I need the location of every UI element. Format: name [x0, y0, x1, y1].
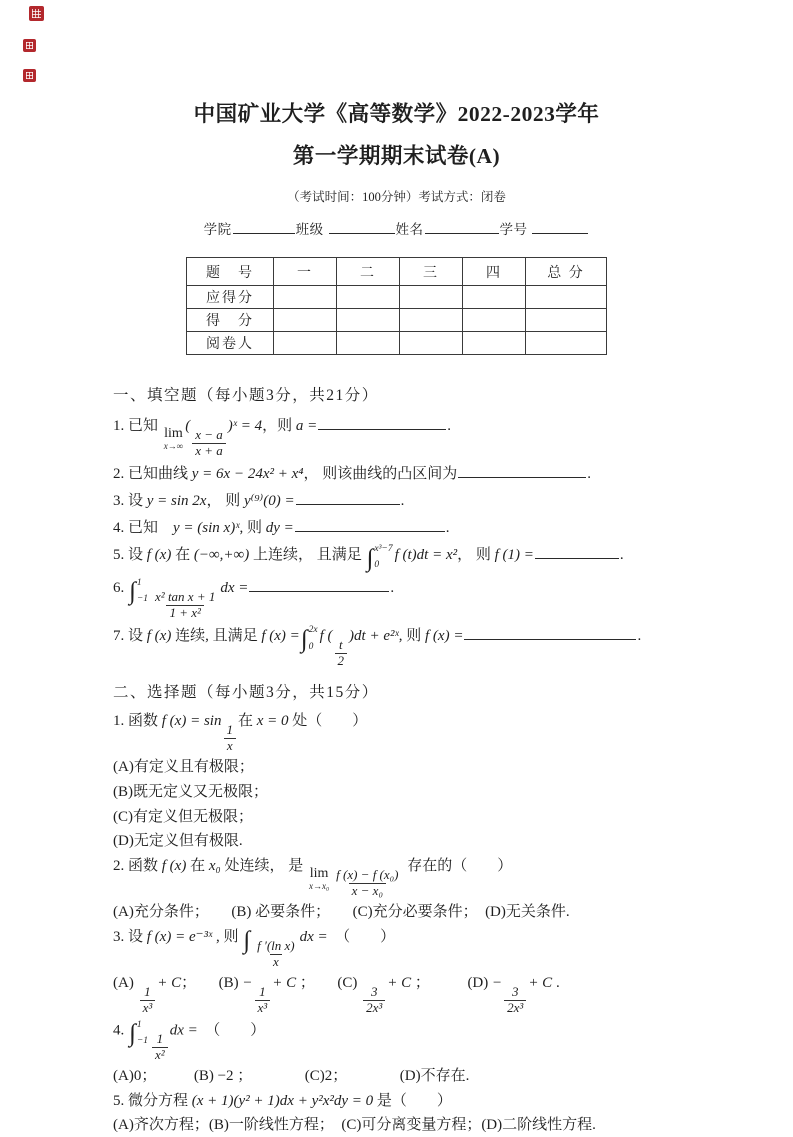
- text-run: 5. 微分方程: [113, 1092, 192, 1109]
- math-run: f (: [319, 627, 333, 644]
- math-fraction: [152, 1032, 168, 1063]
- fraction-denominator: x: [270, 954, 282, 970]
- text-run: 4. 已知: [113, 519, 174, 536]
- text-run: (A)齐次方程；(B)一阶线性方程； (C)可分离变量方程；(D)二阶线性方程.: [113, 1117, 596, 1134]
- limit-word: lim: [164, 426, 183, 442]
- text-run: 3. 设: [113, 928, 147, 945]
- math-fraction: [140, 985, 156, 1016]
- text-run: （ ）: [197, 1022, 266, 1039]
- math-run: f (x) =: [261, 627, 300, 644]
- text-run: 4.: [113, 1022, 128, 1039]
- score-table-header-cell: 四: [463, 258, 526, 286]
- fraction-numerator: x − a: [195, 427, 223, 443]
- score-table-empty-cell: [463, 286, 526, 309]
- text-run: （ ）: [327, 928, 396, 945]
- math-run: y = 6x − 24x² + x⁴: [191, 466, 304, 483]
- score-table-header-cell: 总 分: [526, 258, 607, 286]
- answer-blank: [296, 489, 400, 505]
- text-run: 2. 已知曲线: [113, 466, 192, 483]
- question-line: [113, 576, 703, 621]
- math-run: f (1) =: [494, 546, 534, 563]
- fraction-numerator: x² tan x + 1: [155, 589, 216, 605]
- question-line: [113, 462, 703, 486]
- math-fraction: [333, 868, 401, 899]
- text-run: 6.: [113, 580, 128, 597]
- text-run: .: [619, 546, 624, 563]
- integral-limits: [309, 624, 318, 654]
- math-fraction: [223, 723, 236, 754]
- math-run: dx =: [299, 928, 328, 945]
- score-table: [186, 257, 607, 355]
- fraction-numerator: t: [338, 636, 343, 652]
- text-run: 是（ ）: [373, 1092, 452, 1109]
- text-run: ；: [411, 974, 468, 991]
- integral: [129, 1019, 148, 1049]
- score-table-empty-cell: [526, 332, 607, 355]
- math-run: + C: [272, 974, 297, 991]
- limit-operator: [309, 867, 329, 891]
- red-seal-icon: [29, 6, 44, 21]
- math-fraction: [504, 985, 526, 1016]
- question-line: [113, 489, 703, 513]
- score-table-header-cell: 三: [400, 258, 463, 286]
- student-field-blank: [233, 220, 295, 234]
- math-run: f (x): [146, 627, 172, 644]
- text-run: .: [447, 418, 451, 435]
- red-seal-icon: [23, 39, 36, 52]
- text-run: ， 则: [206, 493, 244, 510]
- text-run: .: [390, 580, 395, 597]
- text-run: 在: [171, 546, 194, 563]
- integral-lower-limit: 0: [374, 560, 380, 571]
- fraction-numerator: 1: [156, 1031, 164, 1047]
- score-table-row: [187, 332, 607, 355]
- fraction-numerator: 3: [511, 983, 519, 999]
- math-run: )ˣ = 4: [227, 418, 263, 435]
- question-line: [113, 1091, 703, 1113]
- math-fraction: [254, 939, 298, 970]
- text-run: 1. 已知: [113, 418, 162, 435]
- question-line: [113, 927, 703, 970]
- math-run: + C: [387, 974, 412, 991]
- fraction-denominator: x³: [140, 1000, 156, 1016]
- question-line: [113, 1115, 703, 1137]
- text-run: (C): [337, 974, 362, 991]
- text-run: (A)有定义且有极限；: [113, 759, 254, 776]
- math-run: + C: [157, 974, 182, 991]
- score-table-empty-cell: [400, 286, 463, 309]
- text-run: 处连续， 是: [220, 858, 307, 875]
- text-run: ， 则该曲线的凸区间为: [303, 466, 458, 483]
- math-run: f (x): [146, 546, 172, 563]
- math-run: f (x): [161, 858, 187, 875]
- question-line: [113, 1019, 703, 1063]
- math-run: x₀: [208, 858, 221, 875]
- fraction-denominator: x²: [152, 1047, 168, 1063]
- text-run: ；: [181, 974, 219, 991]
- limit-word: lim: [309, 866, 329, 882]
- math-fraction: [363, 985, 385, 1016]
- student-field-label: 姓名: [395, 222, 424, 237]
- text-run: .: [552, 974, 560, 991]
- math-run: f (x) =: [425, 627, 464, 644]
- text-run: ，则: [262, 418, 296, 435]
- fraction-denominator: x + a: [192, 443, 226, 459]
- integral-upper-limit: 2x: [308, 625, 318, 636]
- math-run: f (x) = e⁻³ˣ: [146, 928, 213, 945]
- limit-operator: [164, 427, 183, 451]
- integral-sign: ∫: [300, 625, 308, 653]
- score-table-header-cell: 二: [337, 258, 400, 286]
- math-run: dx =: [169, 1022, 198, 1039]
- score-table-empty-cell: [274, 286, 337, 309]
- text-run: (A)充分条件； (B) 必要条件； (C)充分必要条件； (D)无关条件.: [113, 904, 570, 921]
- fraction-denominator: x: [224, 738, 236, 754]
- math-fraction: [335, 638, 348, 669]
- text-run: (D)无定义但有极限.: [113, 833, 243, 850]
- math-run: −: [242, 974, 253, 991]
- math-run: a =: [295, 418, 318, 435]
- text-run: (D): [467, 974, 493, 991]
- text-run: (C)有定义但无极限；: [113, 808, 253, 825]
- exam-title-line2: 第一学期期末试卷(A): [292, 144, 501, 168]
- answer-blank: [295, 516, 445, 532]
- score-table-row-label: 阅卷人: [187, 332, 274, 355]
- question-line: [113, 856, 703, 899]
- text-run: 存在的（ ）: [403, 858, 513, 875]
- math-run: + C: [528, 974, 553, 991]
- student-field-blank: [532, 220, 588, 234]
- integral-limits: [137, 1019, 148, 1049]
- fraction-numerator: f (x) − f (x₀): [336, 867, 399, 883]
- question-line: [113, 757, 703, 779]
- score-table-header-cell: 题 号: [187, 258, 274, 286]
- math-run: (x + 1)(y² + 1)dx + y²x²dy = 0: [191, 1092, 374, 1109]
- student-info-line: [0, 218, 793, 238]
- fraction-numerator: 1: [259, 983, 266, 999]
- integral-sign: ∫: [129, 578, 136, 606]
- math-run: x = 0: [256, 713, 289, 730]
- question-line: [113, 831, 703, 853]
- question-line: [113, 711, 703, 754]
- score-table-row: [187, 286, 607, 309]
- answer-blank: [464, 624, 636, 640]
- exam-title-line1: 中国矿业大学《高等数学》2022-2023学年: [193, 102, 600, 126]
- integral-upper-limit: 1: [136, 577, 142, 588]
- integral-limits: [137, 577, 148, 607]
- integral: [243, 928, 250, 953]
- text-run: 连续, 且满足: [171, 627, 262, 644]
- section-heading: 二、选择题（每小题3分，共15分）: [113, 683, 379, 701]
- text-run: (A)0； (B) −2 ； (C)2； (D)不存在.: [113, 1067, 470, 1084]
- fraction-denominator: 2x³: [363, 1000, 385, 1016]
- integral-lower-limit: 0: [308, 641, 314, 652]
- text-run: , 则: [212, 928, 243, 945]
- answer-blank: [535, 543, 619, 559]
- integral: [301, 624, 318, 654]
- score-table-row: [187, 309, 607, 332]
- fraction-denominator: 1 + x²: [166, 605, 203, 621]
- student-field-blank: [329, 220, 395, 234]
- question-line: [113, 782, 703, 804]
- student-field-label: 班级: [295, 222, 328, 237]
- integral-lower-limit: −1: [136, 1035, 149, 1046]
- fraction-denominator: 2: [335, 653, 348, 669]
- text-run: .: [445, 519, 450, 536]
- answer-blank: [458, 462, 586, 478]
- score-table-empty-cell: [526, 309, 607, 332]
- integral-sign: ∫: [366, 544, 374, 572]
- integral-sign: ∫: [243, 926, 251, 954]
- text-run: 2. 函数: [113, 858, 162, 875]
- score-table-empty-cell: [337, 286, 400, 309]
- text-run: 在: [186, 858, 209, 875]
- question-line: [113, 1066, 703, 1088]
- question-sections: [113, 385, 703, 1137]
- answer-blank: [318, 414, 446, 430]
- question-line: [113, 807, 703, 829]
- math-run: y = sin 2x: [146, 493, 207, 510]
- integral-upper-limit: x³−7: [374, 544, 393, 555]
- question-line: [113, 624, 703, 669]
- fraction-numerator: f ′(ln x): [257, 937, 295, 953]
- math-run: (−∞,+∞): [193, 546, 250, 563]
- math-run: )dt + e²ˣ: [349, 627, 399, 644]
- score-table-empty-cell: [337, 332, 400, 355]
- text-run: (A): [113, 974, 138, 991]
- question-line: [113, 902, 703, 924]
- score-table-empty-cell: [463, 332, 526, 355]
- math-run: (: [185, 418, 191, 435]
- score-table-row-label: 得 分: [187, 309, 274, 332]
- text-run: ， 则: [457, 546, 495, 563]
- red-seal-icon: [23, 69, 36, 82]
- score-table-empty-cell: [337, 309, 400, 332]
- score-table-header-cell: 一: [274, 258, 337, 286]
- fraction-denominator: 2x³: [504, 1000, 526, 1016]
- integral-lower-limit: −1: [136, 593, 149, 604]
- score-table-row-label: 应得分: [187, 286, 274, 309]
- text-run: 在: [237, 713, 257, 730]
- math-run: y = (sin x)ˣ: [173, 519, 240, 536]
- math-run: −: [492, 974, 503, 991]
- student-field-blank: [425, 220, 499, 234]
- question-line: [113, 973, 703, 1016]
- math-fraction: [255, 985, 271, 1016]
- math-fraction: [152, 590, 218, 621]
- score-table-empty-cell: [526, 286, 607, 309]
- question-line: [113, 516, 703, 540]
- math-run: dx =: [220, 580, 249, 597]
- student-field-label: 学号: [499, 222, 532, 237]
- text-run: .: [587, 466, 591, 483]
- text-run: 上连续， 且满足: [249, 546, 366, 563]
- score-table-empty-cell: [400, 332, 463, 355]
- text-run: .: [400, 493, 405, 510]
- text-run: 5. 设: [113, 546, 147, 563]
- integral: [129, 577, 148, 607]
- section-heading: 一、填空题（每小题3分，共21分）: [113, 387, 379, 404]
- math-run: y⁽⁹⁾(0) =: [243, 493, 295, 510]
- question-line: [113, 414, 703, 459]
- fraction-numerator: 1: [226, 722, 233, 738]
- exam-info: （考试时间：100分钟）考试方式：闭卷: [287, 190, 506, 204]
- text-run: 处（ ）: [288, 713, 368, 730]
- fraction-denominator: x³: [255, 1000, 271, 1016]
- score-table-empty-cell: [400, 309, 463, 332]
- limit-subscript: x→∞: [163, 441, 184, 452]
- question-line: [113, 543, 703, 574]
- text-run: , 则: [398, 627, 425, 644]
- fraction-denominator: x − x₀: [349, 883, 386, 899]
- text-run: (B)既无定义又无极限；: [113, 783, 268, 800]
- score-table-empty-cell: [274, 332, 337, 355]
- fraction-numerator: 1: [144, 983, 151, 999]
- limit-subscript: x→x₀: [309, 880, 330, 891]
- text-run: 7. 设: [113, 627, 147, 644]
- score-table-header-row: [187, 258, 607, 286]
- math-run: dy =: [265, 519, 294, 536]
- integral-sign: ∫: [129, 1020, 136, 1048]
- text-run: 1. 函数: [113, 713, 162, 730]
- text-run: (B): [218, 974, 243, 991]
- score-table-empty-cell: [463, 309, 526, 332]
- student-field-label: 学院: [203, 222, 232, 237]
- math-run: f (t)dt = x²: [394, 546, 458, 563]
- answer-blank: [249, 576, 389, 592]
- math-run: f (x) = sin: [161, 713, 222, 730]
- math-fraction: [192, 428, 226, 459]
- fraction-numerator: 3: [370, 983, 378, 999]
- text-run: , 则: [239, 519, 266, 536]
- integral-upper-limit: 1: [136, 1019, 142, 1030]
- integral-limits: [374, 543, 392, 573]
- text-run: ；: [296, 974, 338, 991]
- text-run: 3. 设: [113, 493, 147, 510]
- score-table-empty-cell: [274, 309, 337, 332]
- integral: [367, 543, 393, 573]
- text-run: .: [637, 627, 642, 644]
